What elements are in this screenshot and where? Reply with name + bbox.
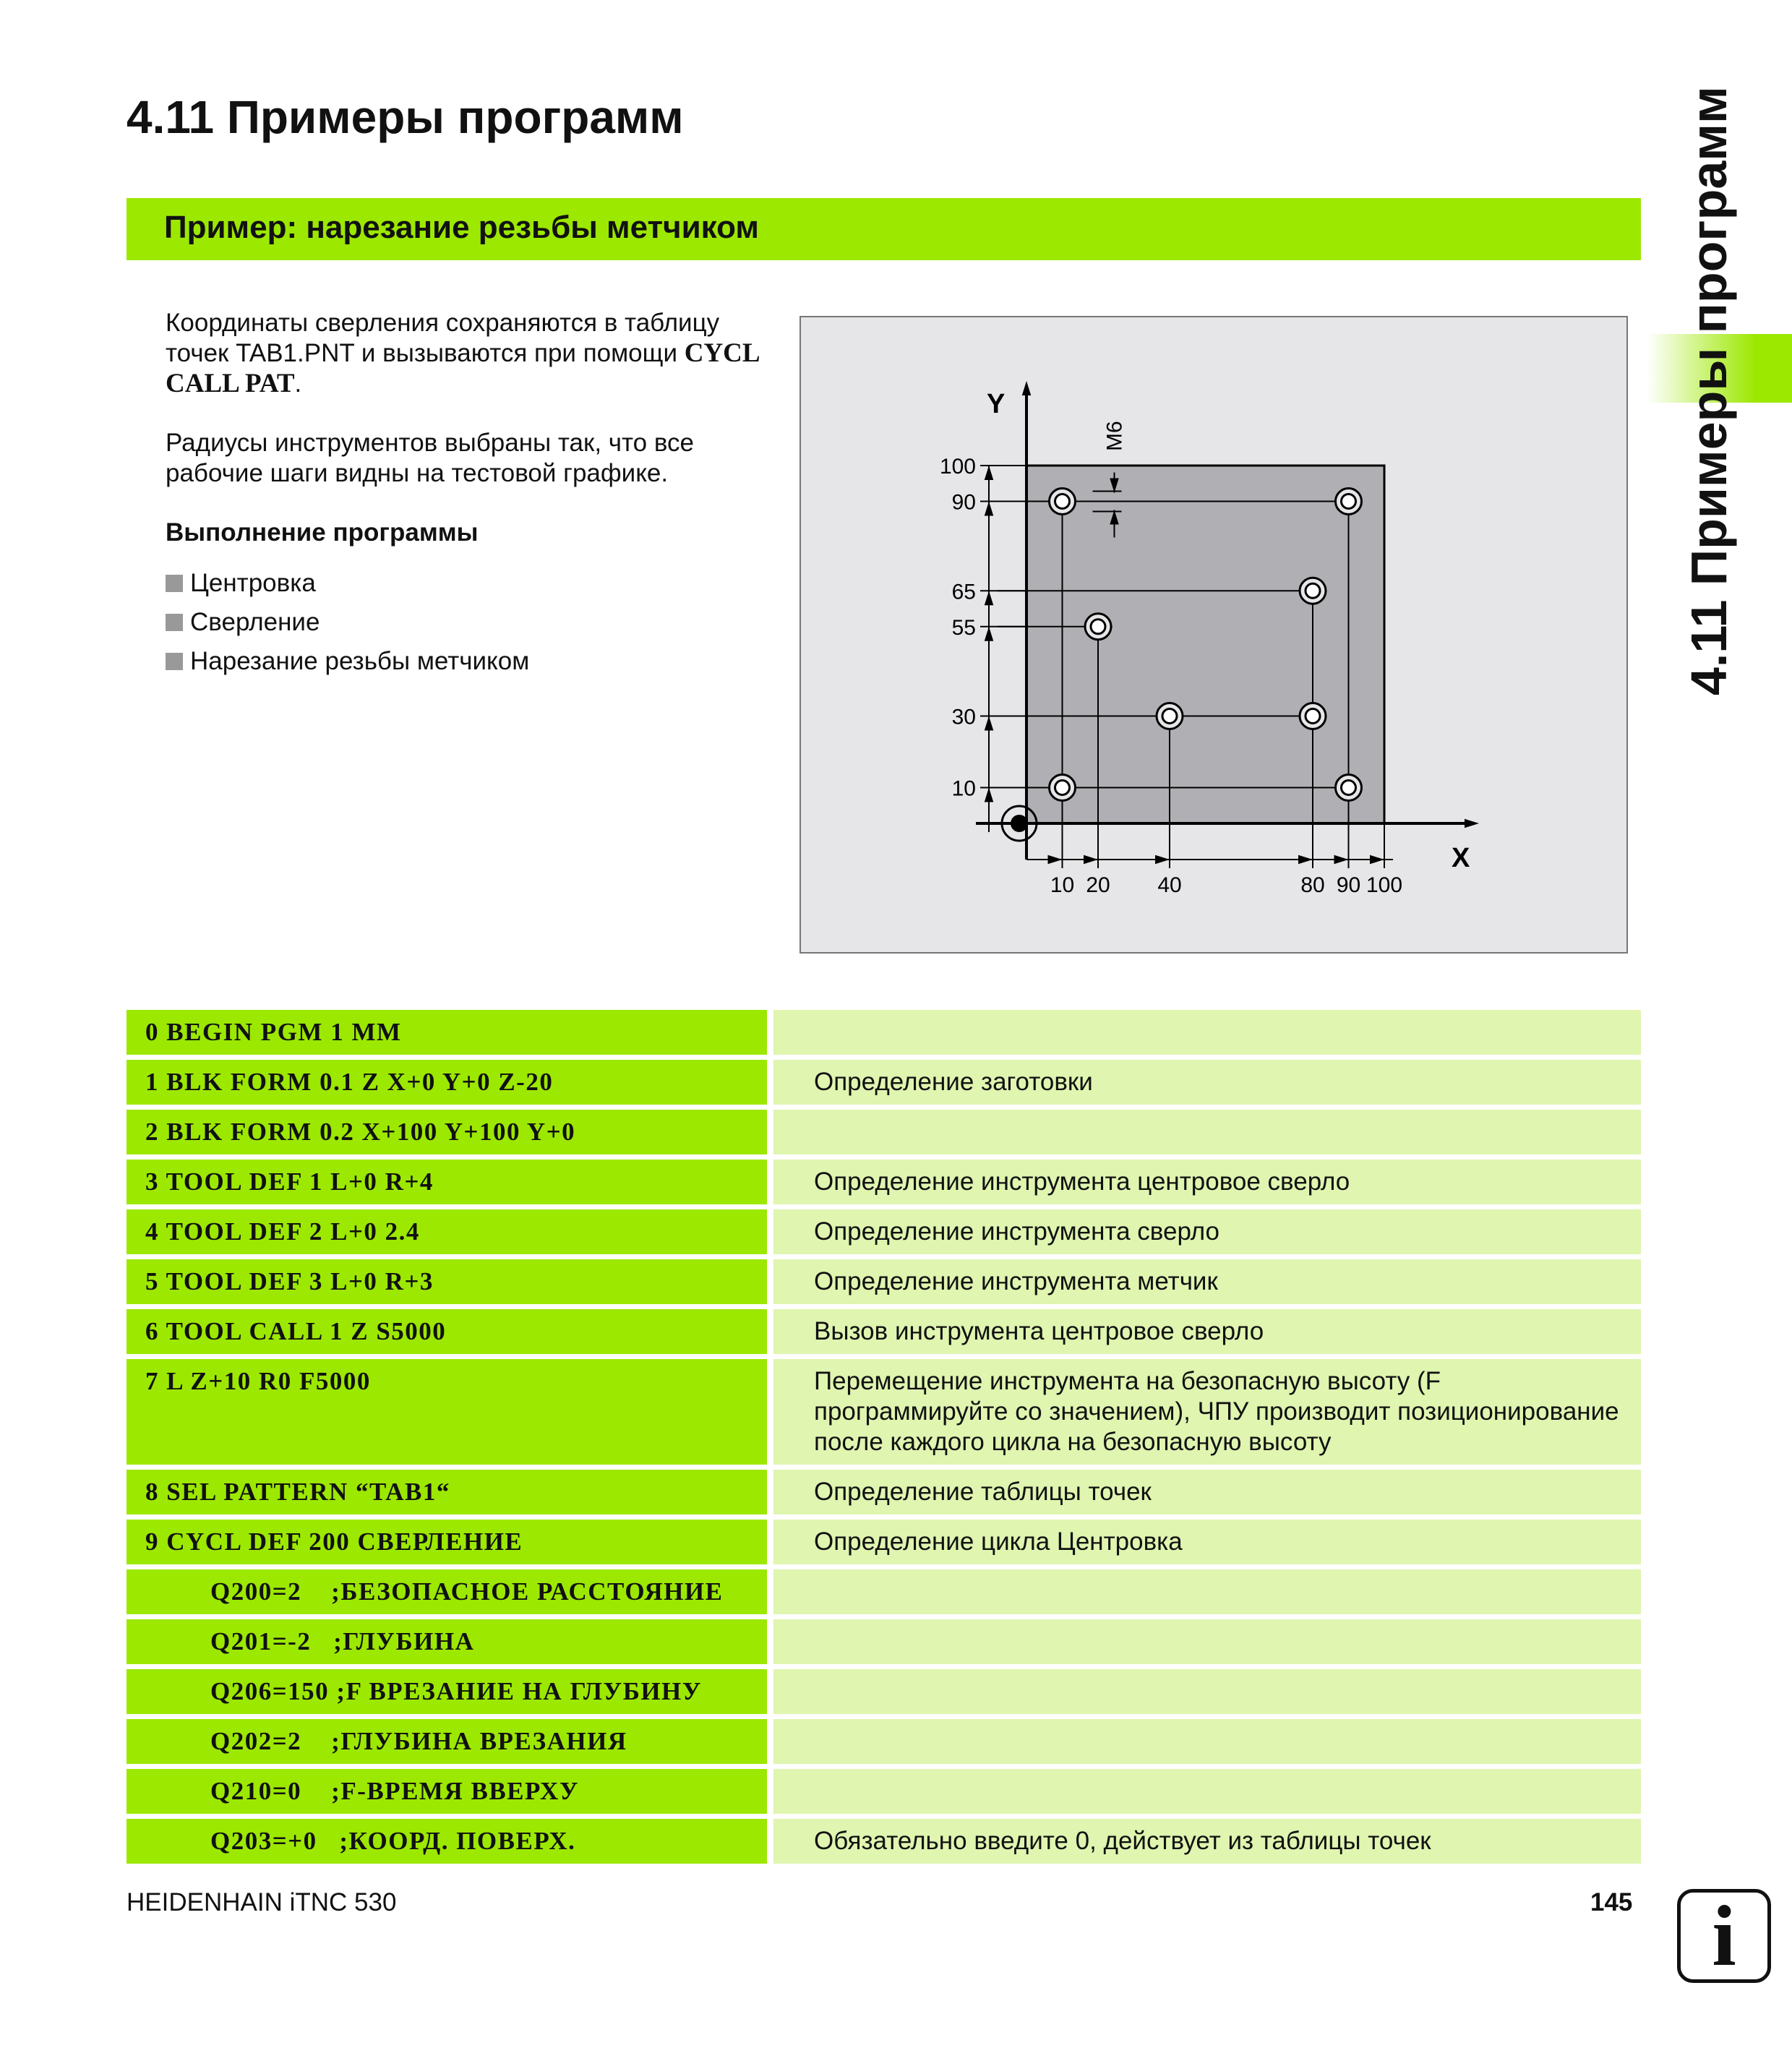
y-axis-arrow (1022, 381, 1032, 395)
hole-inner-circle (1306, 583, 1320, 598)
nc-code-line: Q206=150 ;F ВРЕЗАНИЕ НА ГЛУБИНУ (127, 1669, 767, 1714)
program-row (127, 1520, 1641, 1564)
hole-inner-circle (1055, 781, 1070, 795)
program-row (127, 1470, 1641, 1514)
program-row (127, 1259, 1641, 1304)
x-tick-label: 80 (1300, 873, 1325, 897)
nc-code-line: 7 L Z+10 R0 F5000 (127, 1359, 767, 1465)
footer-product: HEIDENHAIN iTNC 530 (127, 1888, 397, 1916)
nc-code-description (773, 1769, 1641, 1814)
drawing-canvas (801, 317, 1629, 955)
x-dimension-arrow (1298, 855, 1313, 865)
y-dimension-arrow (985, 591, 994, 605)
program-row (127, 1209, 1641, 1254)
nc-code-line: Q200=2 ;БЕЗОПАСНОЕ РАССТОЯНИЕ (127, 1569, 767, 1614)
nc-code-line: 3 TOOL DEF 1 L+0 R+4 (127, 1160, 767, 1204)
x-tick-label: 20 (1086, 873, 1110, 897)
hole-pattern-drawing (799, 316, 1628, 954)
x-tick-label: 90 (1336, 873, 1361, 897)
y-tick-label: 10 (951, 776, 976, 801)
x-axis-label: X (1452, 843, 1470, 873)
y-dimension-arrow (985, 716, 994, 731)
program-listing (127, 1010, 1641, 1869)
procedure-list (166, 564, 787, 681)
x-axis-arrow (1465, 819, 1479, 828)
y-tick-label: 100 (939, 455, 976, 479)
section-header (127, 198, 1641, 260)
nc-code-description: Вызов инструмента центровое сверло (773, 1309, 1641, 1354)
program-row (127, 1359, 1641, 1465)
section-title: Пример: нарезание резьбы метчиком (164, 210, 759, 245)
x-tick-label: 100 (1366, 873, 1403, 897)
nc-code-description (773, 1669, 1641, 1714)
y-dimension-arrow (985, 627, 994, 641)
nc-code-line: 2 BLK FORM 0.2 X+100 Y+100 Y+0 (127, 1110, 767, 1154)
y-dimension-arrow (985, 788, 994, 802)
nc-code-description: Определение инструмента центровое сверло (773, 1160, 1641, 1204)
nc-code-description: Определение заготовки (773, 1060, 1641, 1105)
origin-dot-icon (1011, 815, 1028, 832)
procedure-step (166, 603, 787, 642)
x-dimension-arrow (1084, 855, 1098, 865)
workpiece-plate (1026, 466, 1384, 823)
program-row (127, 1110, 1641, 1154)
x-tick-label: 40 (1157, 873, 1182, 897)
procedure-heading: Выполнение программы (166, 518, 479, 547)
program-row (127, 1669, 1641, 1714)
hole-inner-circle (1306, 709, 1320, 724)
bullet-square-icon (166, 575, 183, 592)
thread-size-label: M6 (1102, 421, 1127, 451)
program-row (127, 1619, 1641, 1664)
nc-code-line: 9 CYCL DEF 200 СВЕРЛЕНИЕ (127, 1520, 767, 1564)
intro-text (166, 308, 787, 681)
procedure-step-label: Нарезание резьбы метчиком (190, 647, 530, 675)
hole-inner-circle (1091, 620, 1105, 634)
intro-p1-text: Координаты сверления сохраняются в таблицу точек TAB1.PNT и вызываются при помощи (166, 309, 720, 367)
info-icon: i (1677, 1889, 1771, 1983)
nc-code-line: 8 SEL PATTERN “TAB1“ (127, 1470, 767, 1514)
program-row (127, 1769, 1641, 1814)
page-number: 145 (1590, 1888, 1633, 1916)
nc-code-line: 6 TOOL CALL 1 Z S5000 (127, 1309, 767, 1354)
y-dimension-arrow (985, 502, 994, 516)
nc-code-line: Q201=-2 ;ГЛУБИНА (127, 1619, 767, 1664)
nc-code-line: 4 TOOL DEF 2 L+0 2.4 (127, 1209, 767, 1254)
nc-code-description (773, 1569, 1641, 1614)
y-tick-label: 90 (951, 490, 976, 515)
program-row (127, 1569, 1641, 1614)
y-tick-label: 55 (951, 615, 976, 640)
x-tick-label: 10 (1050, 873, 1075, 897)
nc-code-line: 0 BEGIN PGM 1 MM (127, 1010, 767, 1055)
x-dimension-arrow (1155, 855, 1170, 865)
hole-inner-circle (1342, 781, 1356, 795)
nc-code-description: Обязательно введите 0, действует из таблицы точек (773, 1819, 1641, 1864)
y-tick-label: 30 (951, 705, 976, 729)
hole-inner-circle (1162, 709, 1177, 724)
nc-code-line: 1 BLK FORM 0.1 Z X+0 Y+0 Z-20 (127, 1060, 767, 1105)
y-dimension-arrow (985, 466, 994, 480)
nc-code-description (773, 1719, 1641, 1764)
bullet-square-icon (166, 653, 183, 670)
nc-code-line: Q210=0 ;F-ВРЕМЯ ВВЕРХУ (127, 1769, 767, 1814)
nc-code-description (773, 1010, 1641, 1055)
hole-inner-circle (1342, 494, 1356, 509)
program-row (127, 1309, 1641, 1354)
x-dimension-arrow (1048, 855, 1063, 865)
program-row (127, 1819, 1641, 1864)
intro-p1-end: . (294, 369, 302, 398)
bullet-square-icon (166, 614, 183, 631)
procedure-step-label: Центровка (190, 569, 316, 597)
hole-inner-circle (1055, 494, 1070, 509)
program-row (127, 1060, 1641, 1105)
y-tick-label: 65 (951, 580, 976, 604)
intro-paragraph-2: Радиусы инструментов выбраны так, что все рабочие шаги видны на тестовой графике. (166, 429, 695, 487)
intro-paragraph-1 (166, 308, 787, 399)
nc-code-description (773, 1619, 1641, 1664)
nc-code-description: Определение таблицы точек (773, 1470, 1641, 1514)
nc-code-description (773, 1110, 1641, 1154)
program-row (127, 1719, 1641, 1764)
nc-code-description: Определение инструмента сверло (773, 1209, 1641, 1254)
nc-code-description: Определение цикла Центровка (773, 1520, 1641, 1564)
procedure-step (166, 564, 787, 603)
page-title: 4.11 Примеры программ (127, 91, 684, 143)
nc-code-line: Q203=+0 ;КООРД. ПОВЕРХ. (127, 1819, 767, 1864)
program-row (127, 1010, 1641, 1055)
x-dimension-arrow (1370, 855, 1384, 865)
nc-code-description: Определение инструмента метчик (773, 1259, 1641, 1304)
side-chapter-title: 4.11 Примеры программ (1681, 86, 1737, 695)
x-dimension-arrow (1334, 855, 1349, 865)
procedure-step (166, 642, 787, 681)
program-row (127, 1160, 1641, 1204)
y-axis-label: Y (987, 389, 1006, 419)
nc-code-line: 5 TOOL DEF 3 L+0 R+3 (127, 1259, 767, 1304)
intro-p1-code: CYCL CALL PAT (166, 338, 759, 398)
procedure-step-label: Сверление (190, 608, 320, 636)
nc-code-line: Q202=2 ;ГЛУБИНА ВРЕЗАНИЯ (127, 1719, 767, 1764)
nc-code-description: Перемещение инструмента на безопасную высоту (F программируйте со значением), ЧПУ производит позиционирование после каждого цикла на безопасную высоту (773, 1359, 1641, 1465)
